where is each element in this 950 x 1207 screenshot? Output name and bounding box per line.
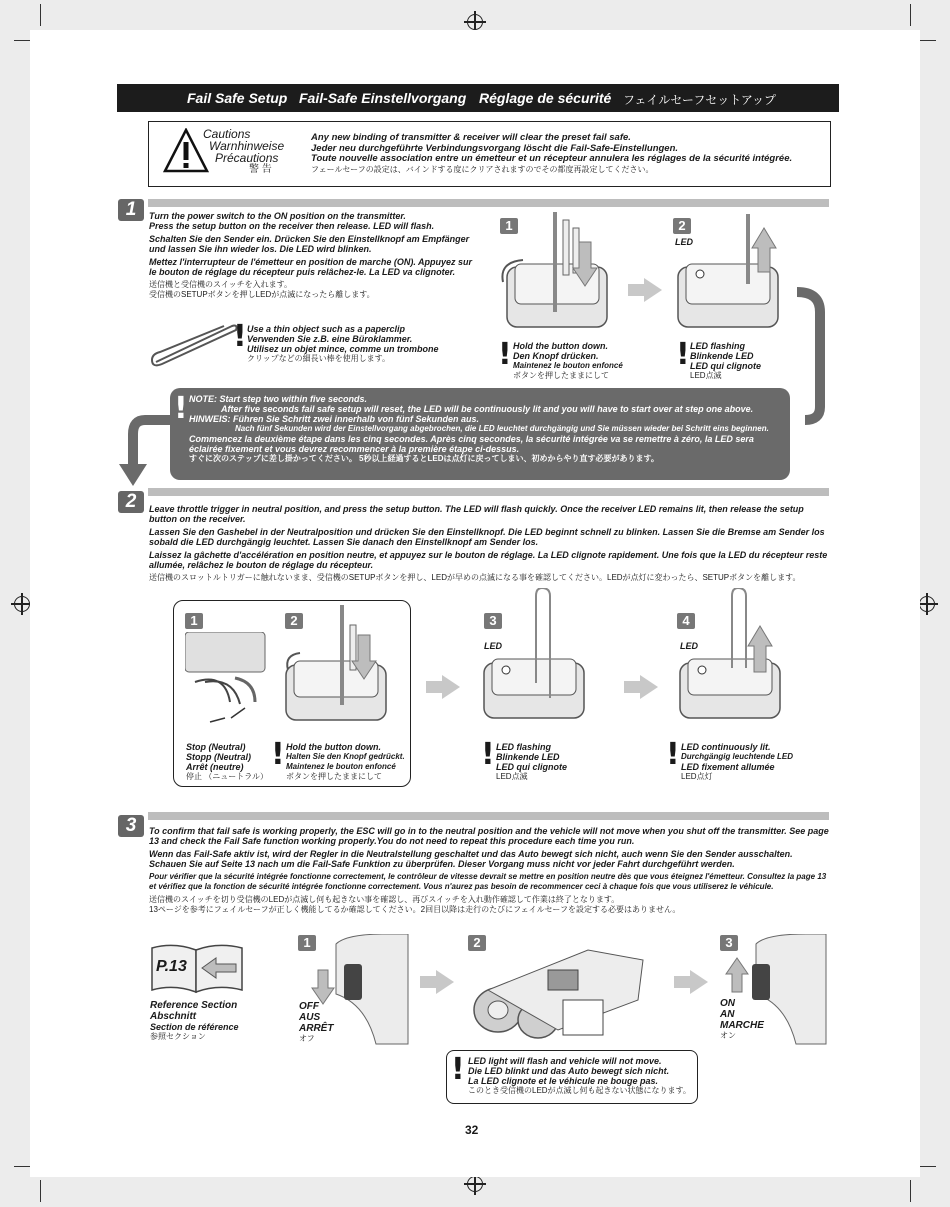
caution-label: 警 告: [249, 164, 272, 175]
cautions-box: [148, 121, 831, 187]
note-line: LED点滅: [496, 772, 528, 781]
note-line: Nach fünf Sekunden wird der Einstellvorgang abgebrochen, die LED leuchtet durchgängig und Sie müssen wieder bei Schritt eins beginnen.: [235, 424, 769, 433]
substep-note: [681, 742, 821, 782]
step1-text-ja: 送信機と受信機のスイッチを入れます。 受信機のSETUPボタンを押しLEDが点滅になったら離します。: [149, 280, 375, 299]
caution-label: Cautions: [203, 127, 251, 141]
header-title-fr: Réglage de sécurité: [479, 90, 612, 106]
reference-label: Section de référence: [150, 1022, 239, 1032]
step-bar: [148, 488, 829, 496]
off-labels: [299, 1001, 333, 1044]
step2-text-en: Leave throttle trigger in neutral position, and press the setup button. The LED will flash quickly. Once the receiver LED remains lit, then release the setup button on the receiver.: [149, 504, 804, 524]
note-line: LED continuously lit.: [681, 742, 771, 752]
cautions-labels: [203, 128, 284, 176]
exclamation-icon: !: [271, 737, 285, 772]
led-label: LED: [680, 641, 698, 651]
step3-text-ja: 送信機のスイッチを切り受信機のLEDが点滅し何も起きない事を確認し、再びスイッチを入れ動作確認して作業は終了となります。 13ページを参考にフェイルセーフが正しく機能してるか確認してください。2回目以降は走行のたびにフェイルセーフを設定する必要はありません。: [149, 895, 681, 914]
note-line: LED light will flash and vehicle will not move.: [468, 1056, 662, 1066]
note-line: Halten Sie den Knopf gedrückt.: [286, 752, 405, 761]
step2-text-de: Lassen Sie den Gashebel in der Neutralposition und drücken Sie den Einstellknopf. Die LED beginnt schnell zu blinken. Lassen Sie die Bremse am Sender los sobald die LED durchgängig leuchtet. Lassen Sie danach den Einstellknopf am Sender los.: [149, 527, 825, 547]
substep-number: 2: [285, 613, 303, 629]
exclamation-icon: !: [451, 1052, 465, 1087]
note-line: 停止 （ニュートラル）: [186, 772, 268, 781]
caution-line: Toute nouvelle association entre un émetteur et un récepteur annulera les réglages de la sécurité intégrée.: [311, 153, 793, 164]
substep-number: 1: [298, 935, 316, 951]
transmitter-trigger-illustration: [185, 632, 270, 732]
next-arrow-icon: [690, 970, 708, 994]
vehicle-note-box: [446, 1050, 698, 1104]
note-line: Stopp (Neutral): [186, 752, 251, 762]
caution-line: フェールセーフの設定は、バインドする度にクリアされますのでその都度再設定してください。: [311, 164, 654, 174]
reference-labels: [150, 1000, 260, 1042]
exclamation-icon: !: [498, 337, 512, 372]
note-line: すぐに次のステップに差し掛かってください。 5秒以上経過するとLEDは点灯に戻ってしまい、初めからやり直す必要があります。: [189, 454, 659, 463]
step2-text-ja: 送信機のスロットルトリガーに触れないまま、受信機のSETUPボタンを押し、LEDが早めの点滅になる事を確認してください。LEDが点灯に変わったら、SETUPボタンを離します。: [149, 573, 801, 582]
note-box: [170, 388, 790, 480]
receiver-led-lit-illustration: [676, 588, 801, 733]
note-line: Hold the button down.: [513, 341, 608, 351]
switch-label: オフ: [299, 1034, 315, 1043]
registration-mark-icon: [467, 1176, 483, 1192]
exclamation-icon: !: [233, 319, 247, 354]
note-line: Arrêt (neutre): [186, 762, 244, 772]
led-label: LED: [484, 641, 502, 651]
note-line: After five seconds fail safe setup will reset, the LED will be continuously lit and you will have to start over at step one above.: [221, 404, 754, 414]
reference-label: Reference Section: [150, 1000, 238, 1011]
step3-text-en: To confirm that fail safe is working properly, the ESC will go in to the neutral position and the vehicle will not move when you shut off the transmitter. See page 13 and check the Fail Safe function working properly.You do not need to repeat this procedure each time you run.: [149, 826, 829, 846]
substep-number: 2: [468, 935, 486, 951]
switch-label: OFF: [299, 1001, 319, 1012]
step1-text-en: Turn the power switch to the ON position on the transmitter. Press the setup button on the receiver then release. LED will flash.: [149, 211, 435, 231]
note-text: [189, 394, 787, 464]
switch-label: ON: [720, 998, 735, 1009]
crop-mark: [40, 1180, 41, 1202]
caution-label: Warnhinweise: [209, 139, 285, 153]
exclamation-icon: !: [676, 337, 690, 372]
led-label: LED: [675, 237, 693, 247]
caution-label: Précautions: [215, 151, 279, 165]
exclamation-icon: !: [666, 737, 680, 772]
neutral-label: [186, 742, 276, 782]
receiver-press-illustration: [280, 605, 405, 735]
note-line: Blinkende LED: [690, 351, 754, 361]
caution-line: Any new binding of transmitter & receiver will clear the preset fail safe.: [311, 132, 631, 143]
registration-mark-icon: [14, 596, 30, 612]
substep-number: 3: [484, 613, 502, 629]
exclamation-icon: !: [174, 391, 188, 426]
step-number: 3: [118, 815, 144, 837]
substep-note: [496, 742, 626, 782]
tip-line: Verwenden Sie z.B. eine Büroklammer.: [247, 334, 413, 344]
vehicle-note-text: [468, 1056, 696, 1096]
note-line: HINWEIS: Führen Sie Schritt zwei innerhalb von fünf Sekunden aus.: [189, 414, 480, 424]
tip-line: Use a thin object such as a paperclip: [247, 324, 406, 334]
switch-label: AUS: [299, 1012, 321, 1023]
note-line: Durchgängig leuchtende LED: [681, 752, 794, 761]
note-line: ボタンを押したままにして: [286, 772, 382, 781]
step-number: 1: [118, 199, 144, 221]
receiver-led-flashing-illustration: [480, 588, 605, 733]
registration-mark-icon: [467, 14, 483, 30]
header-title-ja: フェイルセーフセットアップ: [623, 93, 777, 107]
step1-text-de: Schalten Sie den Sender ein. Drücken Sie den Einstellknopf am Empfänger und lassen Sie ihn wieder los. Die LED wird blinken.: [149, 234, 470, 254]
vehicle-illustration: [468, 930, 658, 1042]
tip-line: クリップなどの細長い棒を使用します。: [247, 354, 391, 363]
substep-number: 3: [720, 935, 738, 951]
step3-instructions: [149, 826, 829, 915]
note-line: Blinkende LED: [496, 752, 560, 762]
step3-text-fr: Pour vérifier que la sécurité intégrée fonctionne correctement, le contrôleur de vitesse devrait se mettre en position neutre dès que vous éteignez l'émetteur. Consultez la page 13 et vérifiez que la fonction de sécurité intégrée fonctionne correctement. Vous n'aurez pas besoin de recommencer ceci à chaque fois que vous utiliserez le véhicule.: [149, 872, 827, 891]
registration-mark-icon: [919, 596, 935, 612]
step2-instructions: [149, 504, 829, 583]
note-line: このとき受信機のLEDが点滅し何も起きない状態になります。: [468, 1086, 691, 1095]
next-arrow-icon: [640, 675, 658, 699]
crop-mark: [910, 1180, 911, 1202]
reference-label: Abschnitt: [150, 1011, 197, 1022]
note-line: LED flashing: [690, 341, 746, 351]
note-line: Den Knopf drücken.: [513, 351, 599, 361]
switch-label: AN: [720, 1009, 735, 1020]
substep-number: 1: [500, 218, 518, 234]
substep-number: 4: [677, 613, 695, 629]
step-bar: [148, 812, 829, 820]
header-title-en: Fail Safe Setup: [187, 90, 288, 106]
note-line: LED fixement allumée: [681, 762, 775, 772]
switch-label: ARRÊT: [299, 1023, 334, 1034]
crop-mark: [910, 4, 911, 26]
note-line: Maintenez le bouton enfoncé: [513, 361, 623, 370]
step3-text-de: Wenn das Fail-Safe aktiv ist, wird der Regler in die Neutralstellung geschaltet und das Auto bewegt sich nicht, auch wenn Sie den Sender ausschalten. Schauen Sie auf Seite 13 nach um die Fail-Safe Funktion zu überprüfen. Dieser Vorgang muss nicht vor jeder Fahrt durchgeführt werden.: [149, 849, 793, 869]
note-line: Stop (Neutral): [186, 742, 246, 752]
note-line: Maintenez le bouton enfoncé: [286, 762, 396, 771]
header-title-de: Fail-Safe Einstellvorgang: [299, 90, 467, 106]
reference-page: P.13: [156, 958, 187, 975]
switch-label: MARCHE: [720, 1020, 764, 1031]
note-line: ボタンを押したままにして: [513, 371, 609, 380]
page-number: 32: [465, 1123, 479, 1137]
substep-number: 2: [673, 218, 691, 234]
note-line: La LED clignote et le véhicule ne bouge pas.: [468, 1076, 659, 1086]
caution-line: Jeder neu durchgeführte Verbindungsvorgang löscht die Fail-Safe-Einstellungen.: [311, 142, 679, 154]
crop-mark: [40, 4, 41, 26]
step1-text-fr: Mettez l'interrupteur de l'émetteur en position de marche (ON). Appuyez sur le bouton de réglage du récepteur puis relâchez-le. La LED va clignoter.: [149, 257, 472, 277]
note-line: NOTE: Start step two within five seconds.: [189, 394, 368, 404]
note-line: LED点灯: [681, 772, 713, 781]
substep-note: [286, 742, 408, 782]
note-line: LED点滅: [690, 371, 722, 380]
note-line: LED flashing: [496, 742, 552, 752]
note-line: LED qui clignote: [496, 762, 567, 772]
cautions-text: [311, 133, 792, 175]
switch-label: オン: [720, 1031, 736, 1040]
note-line: Commencez la deuxième étape dans les cinq secondes. Après cinq secondes, la sécurité intégrée va se remettre à zéro, la LED sera éclairée fixement et vous devrez recommencer à la première étape ci-dessus.: [189, 434, 754, 454]
note-line: LED qui clignote: [690, 361, 761, 371]
next-arrow-icon: [442, 675, 460, 699]
note-line: Die LED blinkt und das Auto bewegt sich nicht.: [468, 1066, 670, 1076]
tip-line: Utilisez un objet mince, comme un trombone: [247, 344, 439, 354]
section-header: [117, 84, 839, 112]
exclamation-icon: !: [481, 737, 495, 772]
reference-label: 参照セクション: [150, 1032, 206, 1041]
note-line: Hold the button down.: [286, 742, 381, 752]
next-arrow-icon: [436, 970, 454, 994]
substep-number: 1: [185, 613, 203, 629]
step-bar: [148, 199, 829, 207]
step-number: 2: [118, 491, 144, 513]
step2-text-fr: Laissez la gâchette d'accélération en position neutre, et appuyez sur le bouton de réglage. La LED clignote rapidement. Une fois que la LED du récepteur reste allumée, relâchez le bouton de réglage du récepteur.: [149, 550, 828, 570]
on-labels: [720, 998, 764, 1041]
